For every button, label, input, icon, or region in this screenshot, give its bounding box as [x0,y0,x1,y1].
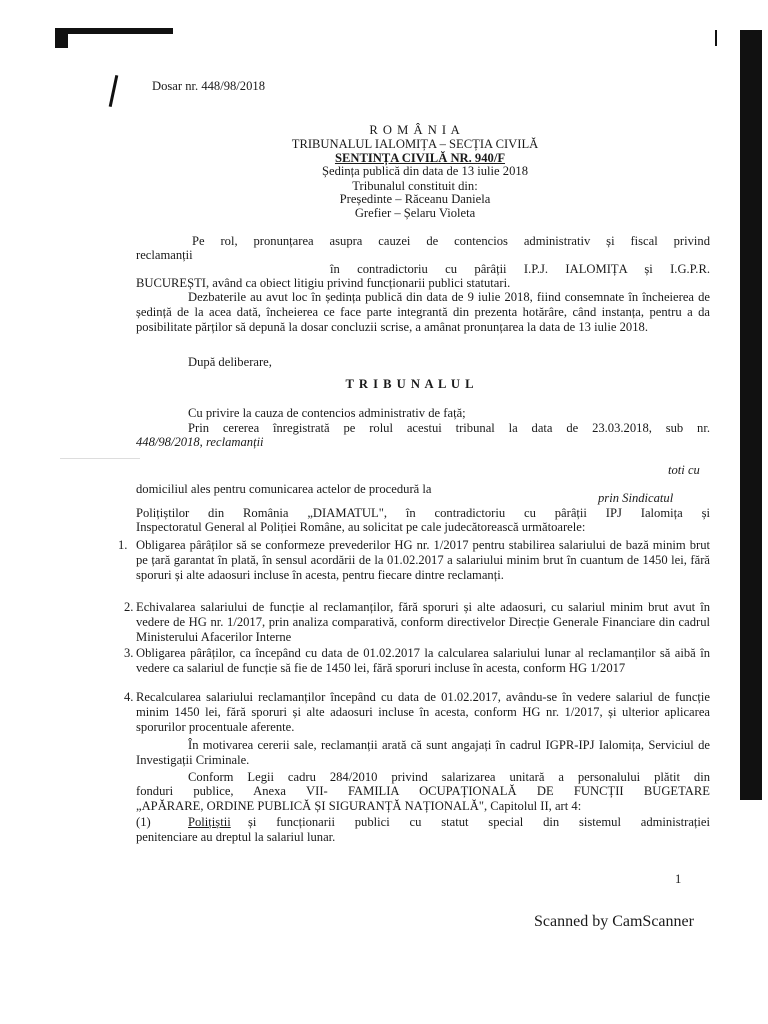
motivation-paragraph: În motivarea cererii sale, reclamanții arată că sunt angajați în cadrul IGPR-IPJ Ialomița, Serviciul de Investigații Criminale. [136,738,710,767]
article-police: Polițiștii [188,815,231,829]
country-heading: R O M Â N I A [369,123,461,137]
clerk-line: Grefier – Șelaru Violeta [354,206,476,220]
redacted-area [60,458,140,459]
scan-mark-top-right [715,30,717,46]
tribunal-heading: T R I B U N A L U L [345,377,475,391]
law-line-1: Conform Legii cadru 284/2010 privind salarizarea unitară a personalului plătit din [188,770,710,784]
debate-paragraph: Dezbaterile au avut loc în ședința publică din data de 9 iulie 2018, fiind consemnate în încheierea de ședință de la acea dată, încheierea ce face parte integrantă din prezenta hotărâre, când instanța, pentru a da posibilitate părților să depună la dosar concluzii scrise, a amânat pronunțarea la data de 13 iulie 2018. [136,290,710,334]
sentence-heading: SENTINȚA CIVILĂ NR. 940/F [334,151,506,165]
court-heading: TRIBUNALUL IALOMIȚA – SECȚIA CIVILĂ [291,137,539,151]
intro-line-1: Pe rol, pronunțarea asupra cauzei de contencios administrativ și fiscal privind [192,234,710,248]
scan-mark-right-edge [740,30,762,800]
law-line-3: „APĂRARE, ORDINE PUBLICĂ ȘI SIGURANȚĂ NAȚIONALĂ", Capitolul II, art 4: [136,799,582,813]
pen-stroke [109,75,119,107]
president-line: Președinte – Răceanu Daniela [339,192,491,206]
intro-line-2: reclamanții [136,248,193,262]
page-number: 1 [675,872,682,886]
item-4-number: 4. [124,690,134,704]
item-1-text: Obligarea pârâților să se conformeze prevederilor HG nr. 1/2017 pentru stabilirea salariului de bază minim brut pe țară garantat în plată, în sensul acordării de la 01.02.2017 a salariului minim brut în cuantum de 1450 lei, fără sporuri și alte adaosuri incluse în acesta, pentru fiecare dintre reclamanți. [136,538,710,582]
file-number: Dosar nr. 448/98/2018 [152,79,265,93]
item-4-text: Recalcularea salariului reclamanților începând cu data de 01.02.2017, avându-se în vedere salariul de funcție minim 1450 lei, fără sporuri și alte adaosuri incluse în acesta, conform HG nr. 1/2017, și ulterior aplicarea sporurilor procentuale aferente. [136,690,710,734]
union-line-2: Inspectoratul General al Poliției Române, au solicitat pe cale judecătorească următoarele: [136,520,586,534]
scan-mark-top-line [68,28,173,34]
item-2-number: 2. [124,600,134,614]
item-1-number: 1. [118,538,128,552]
intro-line-4: BUCUREȘTI, având ca obiect litigiu privind funcționarii publici statutari. [136,276,511,290]
intro-line-3: în contradictoriu cu pârâții I.P.J. IALOMIȚA și I.G.P.R. [330,262,710,276]
via-union-line: prin Sindicatul [598,491,674,505]
all-with-line: toti cu [668,463,700,477]
article-number: (1) [136,815,151,829]
constituted-line: Tribunalul constituit din: [352,179,478,193]
item-3-text: Obligarea pârâților, ca începând cu data de 01.02.2017 la calcularea salariului lunar al reclamanților să aibă în vedere ca salariul de funcție să fie de 1450 lei, fără sporuri incluse în acesta, conform HG 1/2017 [136,646,710,675]
item-3-number: 3. [124,646,134,660]
scan-mark-top-left [55,28,68,48]
union-line-1: Polițiștilor din România „DIAMATUL", în contradictoriu cu pârâții IPJ Ialomița și [136,506,710,520]
article-rest-2: penitenciare au dreptul la salariul lunar. [136,830,336,844]
request-line-2: 448/98/2018, reclamanții [136,435,264,449]
session-line: Ședința publică din data de 13 iulie 2018 [321,164,528,178]
scanner-watermark: Scanned by CamScanner [534,913,694,930]
domicile-line: domiciliul ales pentru comunicarea actelor de procedură la [136,482,432,496]
article-rest-1: și funcționarii publici cu statut special din sistemul administrației [248,815,710,829]
law-line-2: fonduri publice, Anexa VII- FAMILIA OCUPAȚIONALĂ DE FUNCȚII BUGETARE [136,784,710,798]
item-2-text: Echivalarea salariului de funcție al reclamanților, fără sporuri și alte adaosuri, cu salariul minim brut avut în vedere de HG nr. 1/2017, prin analiza comparativă, conform directivelor Direcție Generale Financiare din cadrul Ministerului Afacerilor Interne [136,600,710,644]
regarding-line: Cu privire la cauza de contencios administrativ de față; [188,406,466,420]
request-line-1: Prin cererea înregistrată pe rolul acestui tribunal la data de 23.03.2018, sub nr. [188,421,710,435]
deliberation-line: După deliberare, [188,355,272,369]
